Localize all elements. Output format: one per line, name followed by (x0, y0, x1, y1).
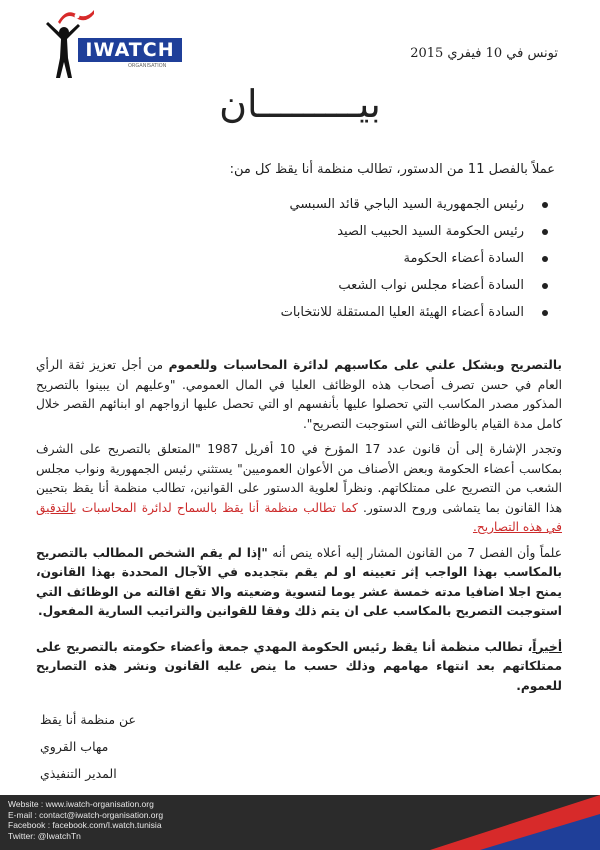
person-figure-icon (42, 18, 82, 80)
paragraph-1 (36, 356, 562, 434)
flag-ribbon-icon (56, 8, 96, 26)
footer-email[interactable]: E-mail : contact@iwatch-organisation.org (8, 809, 164, 820)
list-item: السادة أعضاء الحكومة (128, 250, 548, 277)
footer-facebook[interactable]: Facebook : facebook.com/I.watch.tunisia (8, 820, 162, 830)
p4-lead: أخيراً (532, 639, 562, 654)
addressee-list (128, 196, 548, 331)
p3-bold-quote: "إذا لم يقم الشخص المطالب بالتصريح بالمكاسب بهذا الواجب إثر تعيينه او لم يقم بتجديده في الآجال المحددة بهذا القانون، يمنح اجلا اضافيا مدته خمسة عشر يوما لتسوية وضعيته والا تقع اقالته من الوظائف التي استوجبت التصريح بالمكاسب على ان يتم ذلك وفقا للقوانين والتراتيب السارية المفعول. (36, 545, 562, 618)
p3-text: علماً وأن الفصل 7 من القانون المشار إليه أعلاه ينص أنه (267, 545, 562, 560)
document-date: تونس في 10 فيفري 2015 (410, 46, 558, 61)
p2-red-text: كما تطالب منظمة أنا يقظ بالسماح لدائرة المحاسبات (76, 500, 358, 515)
p1-text: من أجل تعزيز ثقة الرأي العام في حسن تصرف أصحاب هذه الوظائف العليا في المال العمومي. "وعليهم ان يبينوا بالتصريح المذكور مصدر المكاسب التي تحصلوا عليها بأنفسهم او التي تحصل عليها ازواجهم او ابنائهم القصر خلال كامل مدة القيام بالوظائف التي استوجبت التصريح". (36, 358, 562, 431)
list-item: السادة أعضاء الهيئة العليا المستقلة للانتخابات (128, 304, 548, 331)
signature-block (40, 706, 160, 787)
footer-twitter[interactable]: Twitter: @IwatchTn (8, 830, 81, 841)
list-item: السادة أعضاء مجلس نواب الشعب (128, 277, 548, 304)
footer-blue-accent (480, 814, 600, 850)
list-item: رئيس الحكومة السيد الحبيب الصيد (128, 223, 548, 250)
paragraph-2 (36, 440, 562, 538)
paragraph-3 (36, 544, 562, 622)
p2-red-underlined: بالتدقيق في هذه التصاريح. (36, 500, 562, 534)
logo-subtitle: ORGANISATION (128, 63, 167, 69)
list-item: رئيس الجمهورية السيد الباجي قائد السبسي (128, 196, 548, 223)
paragraph-4 (36, 638, 562, 697)
signature-role: المدير التنفيذي (40, 766, 117, 781)
page-title: بيـــــــــان (219, 82, 381, 126)
intro-text: عملاً بالفصل 11 من الدستور، تطالب منظمة أنا يقظ كل من: (229, 162, 555, 177)
logo-wordmark: IWATCH (78, 38, 182, 62)
statement-body (36, 356, 562, 702)
footer (0, 795, 600, 850)
signature-name: مهاب القروي (40, 739, 109, 754)
p4-text: ، تطالب منظمة أنا يقظ رئيس الحكومة المهدي جمعة وأعضاء حكومته بالتصريح على ممتلكاتهم بعد انتهاء مهامهم وذلك حسب ما ينص عليه القانون ونشر هذه التصاريح للعموم. (36, 639, 562, 693)
signature-org: عن منظمة أنا يقظ (40, 712, 136, 727)
footer-website[interactable]: Website : www.iwatch-organisation.org (8, 799, 154, 809)
p1-bold: بالتصريح وبشكل علني على مكاسبهم لدائرة المحاسبات وللعموم (168, 358, 562, 372)
p2-text: وتجدر الإشارة إلى أن قانون عدد 17 المؤرخ في 10 أفريل 1987 "المتعلق بالتصريح على الشرف بمكاسب أعضاء الحكومة وبعض الأصناف من الأعوان العموميين" يستثني رئيس الجمهورية ونواب مجلس الشعب من التصريح على ممتلكاتهم. ونظراً لعلوية الدستور على القوانين، تطالب منظمة أنا يقظ بتحيين هذا القانون بما يتماشى وروح الدستور. (36, 442, 562, 515)
iwatch-logo (36, 8, 186, 78)
